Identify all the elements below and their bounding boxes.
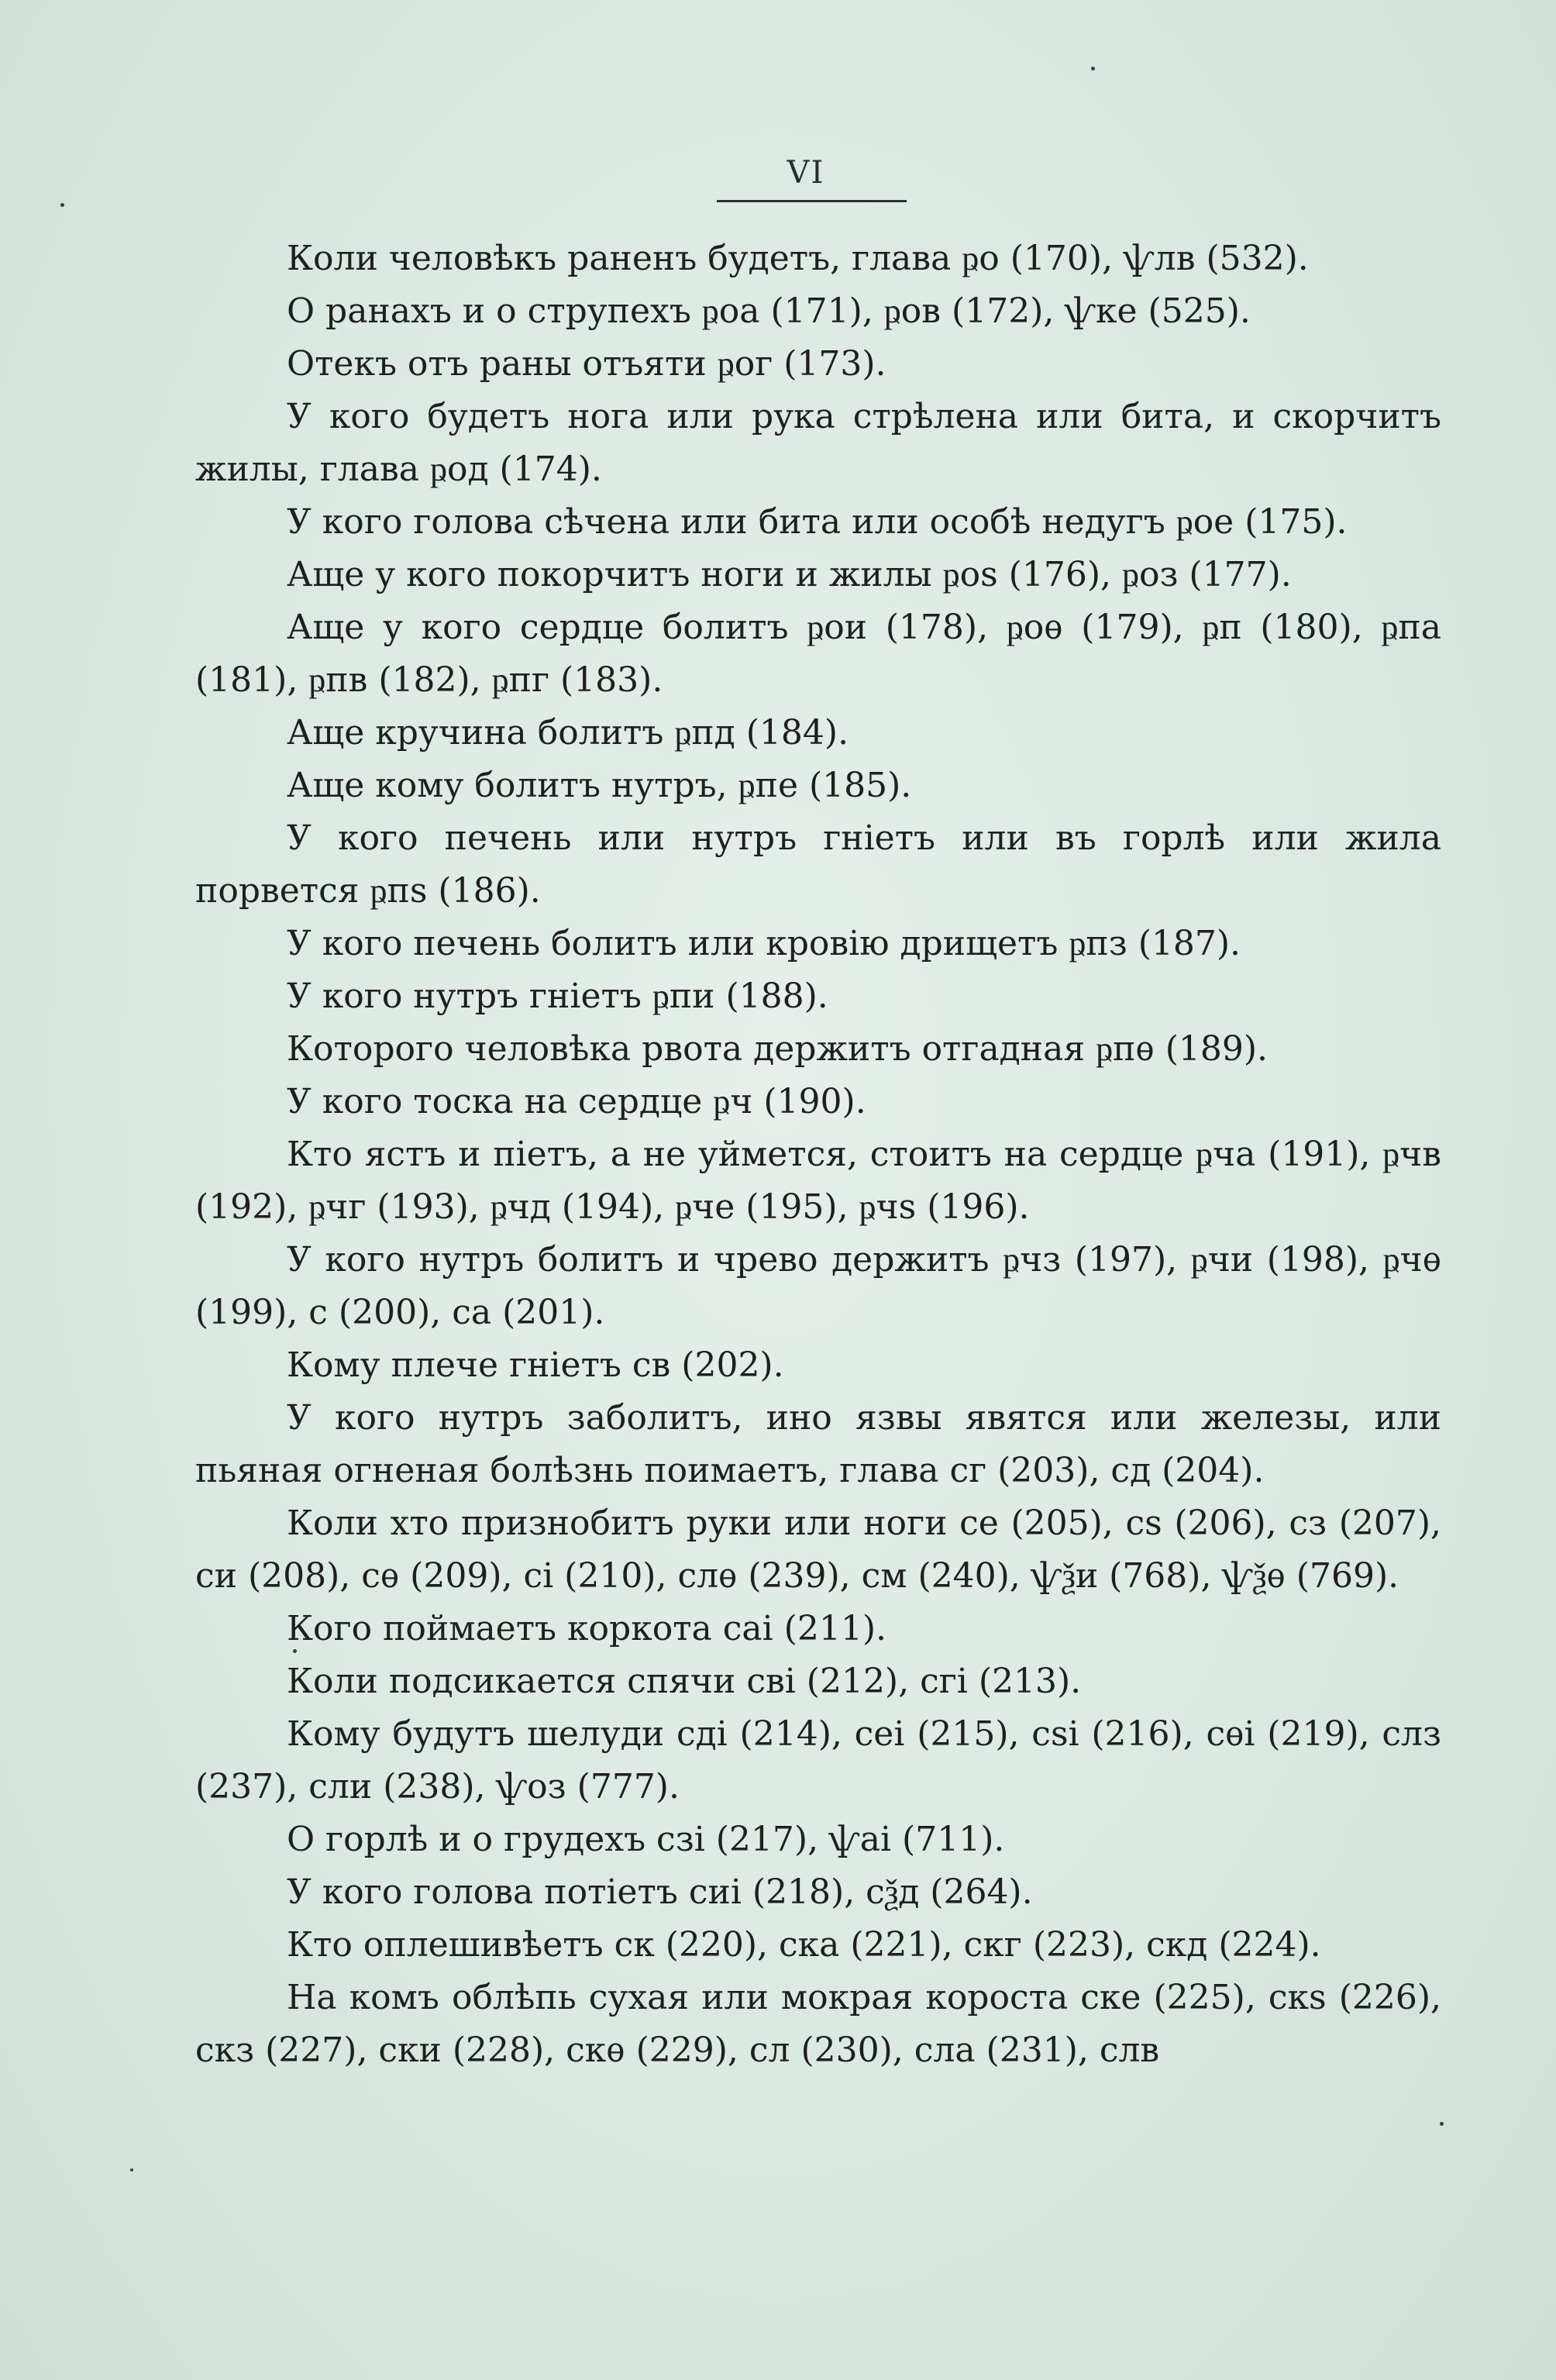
- index-entry: Аще кому болитъ нутръ, ҏпе (185).: [287, 766, 912, 805]
- index-entry: У кого печень или нутръ гнiетъ или въ горлѣ или жила порвется ҏпѕ (186).: [195, 818, 1441, 911]
- index-text: [195, 232, 1441, 2077]
- index-entry: Кого поймаетъ коркота саi (211).: [287, 1609, 886, 1648]
- index-entry: У кого печень болитъ или кровiю дрищетъ ҏпз (187).: [287, 924, 1241, 963]
- index-entry: Кто ястъ и пiетъ, а не уймется, стоитъ на сердце ҏча (191), ҏчв (192), ҏчг (193), ҏчд (194), ҏче (195), ҏчѕ (196).: [195, 1135, 1441, 1227]
- index-entry: У кого нутръ болитъ и чрево держитъ ҏчз (197), ҏчи (198), ҏчѳ (199), с (200), са (201).: [195, 1240, 1441, 1332]
- scan-speck: [60, 203, 64, 207]
- scan-speck: [1091, 67, 1095, 71]
- index-entry: Отекъ отъ раны отъяти ҏог (173).: [287, 344, 886, 384]
- index-entry: У кого нутръ гнiетъ ҏпи (188).: [287, 976, 828, 1016]
- index-entry: На комъ облѣпь сухая или мокрая короста ске (225), скѕ (226), скз (227), ски (228), скѳ (229), сл (230), сла (231), слв: [195, 1978, 1441, 2070]
- index-entry: Кому будутъ шелуди сдi (214), сеi (215), сѕi (216), сѳi (219), слз (237), сли (238), ѱоз (777).: [195, 1714, 1441, 1807]
- index-entry: Коли хто признобитъ руки или ноги се (205), сѕ (206), сз (207), си (208), сѳ (209), сi (210), слѳ (239), см (240), ѱѯи (768), ѱѯѳ (769).: [195, 1503, 1441, 1596]
- scan-speck: [130, 2168, 133, 2172]
- index-entry: У кого голова потiетъ сиi (218), сѯд (264).: [287, 1872, 1033, 1912]
- index-entry: Аще у кого сердце болитъ ҏои (178), ҏоѳ (179), ҏп (180), ҏпа (181), ҏпв (182), ҏпг (183).: [195, 608, 1441, 700]
- index-entry: Аще кручина болитъ ҏпд (184).: [287, 713, 849, 753]
- index-entry: У кого будетъ нога или рука стрѣлена или бита, и скорчитъ жилы, глава ҏод (174).: [195, 397, 1441, 489]
- header-rule: [717, 200, 907, 202]
- index-entry: О ранахъ и о струпехъ ҏоа (171), ҏов (172), ѱке (525).: [287, 291, 1251, 331]
- index-entry: У кого голова сѣчена или бита или особѣ недугъ ҏое (175).: [287, 502, 1348, 542]
- index-entry: Коли человѣкъ раненъ будетъ, глава ҏо (170), ѱлв (532).: [287, 239, 1309, 278]
- index-entry: О горлѣ и о грудехъ сзi (217), ѱаi (711).: [287, 1820, 1005, 1859]
- index-entry: Аще у кого покорчитъ ноги и жилы ҏоѕ (176), ҏоз (177).: [287, 555, 1292, 594]
- index-entry: Кому плече гнiетъ св (202).: [287, 1345, 784, 1385]
- index-entry: Кто оплешивѣетъ ск (220), ска (221), скг (223), скд (224).: [287, 1925, 1321, 1965]
- index-entry: У кого нутръ заболитъ, ино язвы явятся или железы, или пьяная огненая болѣзнь поимаетъ, глава сг (203), сд (204).: [195, 1398, 1441, 1490]
- scan-speck: [1440, 2122, 1444, 2126]
- index-entry: Коли подсикается спячи свi (212), сгi (213).: [287, 1662, 1082, 1701]
- page-number: VI: [787, 155, 825, 191]
- scan-speck: [293, 1649, 297, 1653]
- index-entry: У кого тоска на сердце ҏч (190).: [287, 1082, 866, 1121]
- index-entry: Которого человѣка рвота держитъ отгадная ҏпѳ (189).: [287, 1029, 1268, 1069]
